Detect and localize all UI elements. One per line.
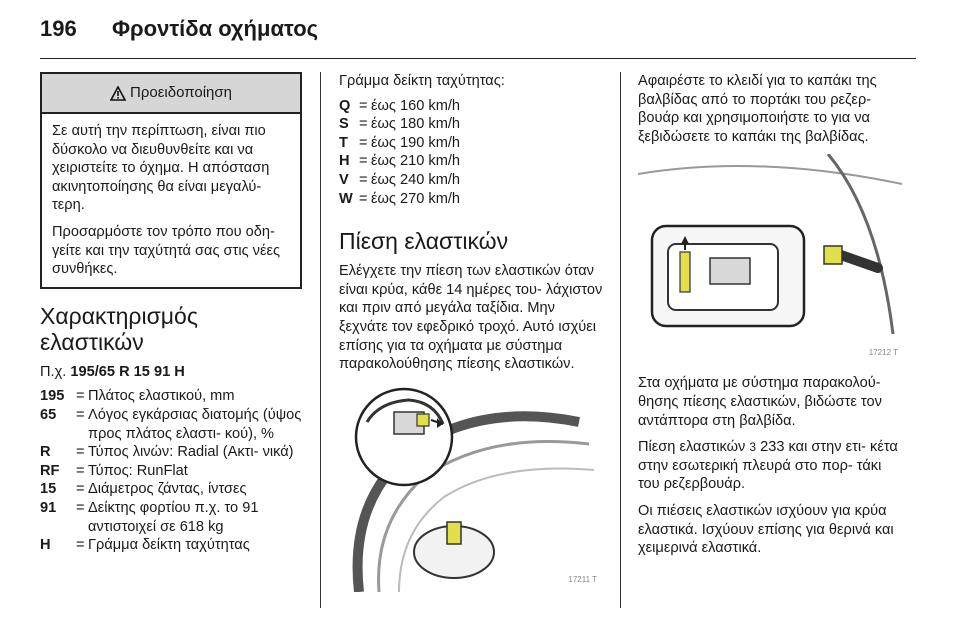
- warning-triangle-icon: [110, 86, 126, 101]
- column-divider: [620, 72, 621, 608]
- speed-index-intro: Γράμμα δείκτη ταχύτητας:: [339, 73, 505, 89]
- definition-row: 195 = Πλάτος ελαστικού, mm: [40, 388, 235, 405]
- warning-title: Προειδοποίηση: [130, 83, 232, 101]
- warning-header: [42, 74, 300, 114]
- page-number: 196: [40, 16, 77, 41]
- warning-paragraph: Σε αυτή την περίπτωση, είναι πιο δύσκολο να διευθυνθείτε και να χειριστείτε το όχημα. Η απόσταση ακινητοποίησης θα είναι μεγαλύ- τερη.: [52, 123, 270, 214]
- speed-index-list: [339, 97, 604, 209]
- definition-row: RF = Τύπος: RunFlat: [40, 462, 188, 479]
- column-right: [638, 72, 906, 566]
- page-header: [40, 16, 318, 46]
- column-left: [40, 72, 302, 555]
- figure-code: 17212 T: [868, 347, 898, 357]
- section-heading-tyre-marking: Χαρακτηρισμός ελαστικών: [40, 302, 198, 355]
- warning-paragraph: Προσαρμόστε τον τρόπο που οδη- γείτε και την ταχύτητά σας στις νέες συνθήκες.: [52, 223, 280, 278]
- tyre-example-code: 195/65 R 15 91 H: [70, 363, 185, 380]
- definition-row: V = έως 240 km/h: [339, 171, 461, 188]
- column-divider: [320, 72, 321, 608]
- valve-adapter-paragraph: Στα οχήματα με σύστημα παρακολού- θησης πίεσης ελαστικών, βιδώστε τον αντάπτορα στη βαλβίδα.: [638, 375, 882, 429]
- definition-row: 15 = Διάμετρος ζάντας, ίντσες: [40, 481, 247, 498]
- definition-row: R = Τύπος λινών: Radial (Ακτι- νικά): [40, 444, 294, 461]
- tyre-valve-key-illustration: [339, 382, 601, 592]
- definition-row: H = Γράμμα δείκτη ταχύτητας: [40, 537, 250, 554]
- pressure-paragraph: Ελέγχετε την πίεση των ελαστικών όταν είναι κρύα, κάθε 14 ημέρες του- λάχιστον και πριν από μεγάλα ταξίδια. Μην ξεχνάτε τον εφεδρικό τροχό. Αυτό ισχύει επίσης για τα οχήματα με σύστημα παρακολούθησης πίεσης ελαστικών.: [339, 263, 603, 373]
- tyre-definition-list: [40, 387, 302, 554]
- page-reference-icon: 3: [749, 440, 757, 455]
- definition-row: W = έως 270 km/h: [339, 190, 461, 207]
- definition-row: S = έως 180 km/h: [339, 116, 461, 133]
- valve-paragraph: Αφαιρέστε το κλειδί για το καπάκι της βαλβίδας από το πορτάκι του ρεζερ- βουάρ και χρησιμοποιήστε το για να ξεβιδώσετε το καπάκι της βαλβίδας.: [638, 73, 877, 145]
- column-middle: [339, 72, 604, 602]
- section-heading-tyre-pressure: Πίεση ελαστικών: [339, 228, 509, 255]
- figure-code: 17211 T: [568, 575, 597, 585]
- warning-box: [40, 72, 302, 289]
- figure-valve-adapter: [638, 154, 902, 364]
- tyre-example: Π.χ. 195/65 R 15 91 H: [40, 363, 185, 380]
- definition-row: T = έως 190 km/h: [339, 134, 461, 151]
- definition-row: 91 = Δείκτης φορτίου π.χ. το 91 αντιστοιχεί σε 618 kg: [40, 499, 259, 535]
- warning-body: [42, 114, 300, 287]
- definition-row: Q = έως 160 km/h: [339, 97, 461, 114]
- figure-tyre-valve-key: [339, 382, 601, 592]
- cold-tyres-paragraph: Οι πιέσεις ελαστικών ισχύουν για κρύα ελαστικά. Ισχύουν επίσης για θερινά και χειμερινά ελαστικά.: [638, 502, 894, 557]
- definition-row: H = έως 210 km/h: [339, 153, 461, 170]
- definition-row: 65 = Λόγος εγκάρσιας διατομής (ύψος προς πλάτος ελαστι- κού), %: [40, 406, 302, 442]
- pressure-reference-paragraph: Πίεση ελαστικών 3 233 και στην ετι- κέτα στην εσωτερική πλευρά στο πορ- τάκι του ρεζερβουάρ.: [638, 439, 898, 493]
- valve-adapter-illustration: [638, 154, 902, 364]
- header-rule: [40, 58, 916, 59]
- page-title: Φροντίδα οχήματος: [112, 16, 319, 41]
